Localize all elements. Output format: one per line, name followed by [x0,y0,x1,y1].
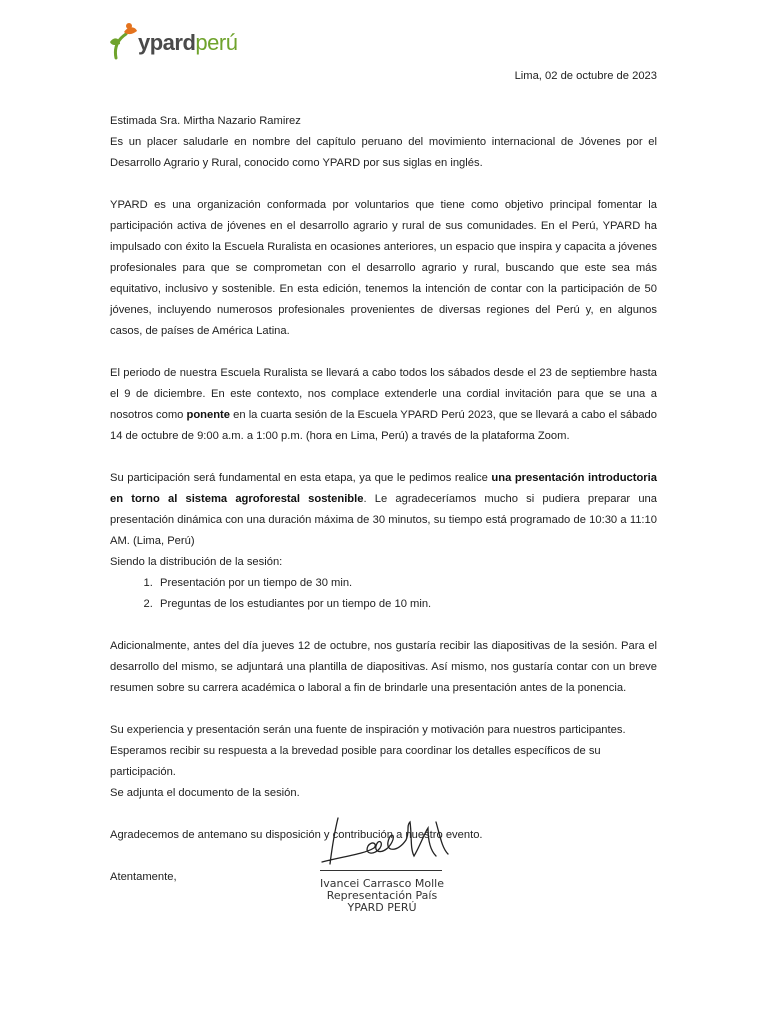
logo-wordmark [138,30,237,56]
paragraph-experience: Su experiencia y presentación serán una fuente de inspiración y motivación para nuestros participantes. Esperamos recibir su respuesta a la brevedad posible para coordinar los detalles específicos de su participación. [110,724,626,778]
paragraph-slides: Adicionalmente, antes del día jueves 12 de octubre, nos gustaría recibir las diapositivas de la sesión. Para el desarrollo del mismo, se adjuntará una plantilla de diapositivas. Así mismo, nos gustaría contar con un breve resumen sobre su carrera académica o laboral a fin de brindarle una presentación antes de la ponencia. [110,640,657,694]
logo-brand-bold: ypard [138,30,196,55]
paragraph-intro: Es un placer saludarle en nombre del capítulo peruano del movimiento internacional de Jóvenes por el Desarrollo Agrario y Rural, conocido como YPARD por sus siglas en inglés. [110,136,657,169]
list-item: 2. Preguntas de los estudiantes por un tiempo de 10 min. [156,594,657,615]
session-distribution-label: Siendo la distribución de la sesión: [110,556,283,568]
sprout-icon [108,22,138,62]
logo-brand-light: perú [195,30,238,55]
closing: Atentamente, [110,871,177,883]
letter-body [110,111,657,888]
paragraph-invitation [110,363,657,447]
participation-bold: una presentación introductoria en torno al sistema agroforestal sostenible [110,472,657,505]
ypard-peru-logo [108,22,268,62]
attachment-note: Se adjunta el documento de la sesión. [110,787,300,799]
signature-line [320,870,442,871]
signer-block [300,878,464,914]
session-distribution-list [110,573,657,615]
signer-role: Representación País [326,889,438,902]
paragraph-participation [110,468,657,552]
signer-org: YPARD PERÚ [347,901,417,914]
invitation-bold: ponente [186,409,231,421]
participation-text-a: Su participación será fundamental en esta etapa, ya que le pedimos realice [110,472,492,484]
invitation-text-a: El periodo de nuestra Escuela Ruralista se llevará a cabo todos los sábados desde el 23 de septiembre hasta el 9 de diciembre. En este contexto, nos complace extenderle una cordial invitación para que se una a nosotros como [110,367,657,421]
letter-date: Lima, 02 de octubre de 2023 [514,70,657,82]
paragraph-about-ypard: YPARD es una organización conformada por voluntarios que tiene como objetivo principal fomentar la participación activa de jóvenes en el desarrollo agrario y rural de sus comunidades. En el Perú, YPARD ha impulsado con éxito la Escuela Ruralista en ocasiones anteriores, un espacio que inspira y capacita a jóvenes profesionales para que se comprometan con el desarrollo agrario y rural, buscando que este sea más equitativo, inclusivo y sostenible. En esta edición, tenemos la intención de contar con la participación de 50 jóvenes, incluyendo numerosos profesionales provenientes de diversas regiones del Perú y, en algunos casos, de países de América Latina. [110,199,657,337]
list-item: 1. Presentación por un tiempo de 30 min. [156,573,657,594]
signer-name: Ivancei Carrasco Molle [320,877,444,890]
salutation: Estimada Sra. Mirtha Nazario Ramirez [110,115,301,127]
handwritten-signature [316,812,456,874]
participation-text-b: . Le agradeceríamos mucho si pudiera preparar una presentación dinámica con una duración máxima de 30 minutos, su tiempo está programado de 10:30 a 11:10 AM. (Lima, Perú) [110,493,657,547]
paragraph-thanks: Agradecemos de antemano su disposición y contribución a nuestro evento. [110,829,483,841]
invitation-text-b: en la cuarta sesión de la Escuela YPARD Perú 2023, que se llevará a cabo el sábado 14 de octubre de 9:00 a.m. a 1:00 p.m. (hora en Lima, Perú) a través de la plataforma Zoom. [110,409,657,442]
